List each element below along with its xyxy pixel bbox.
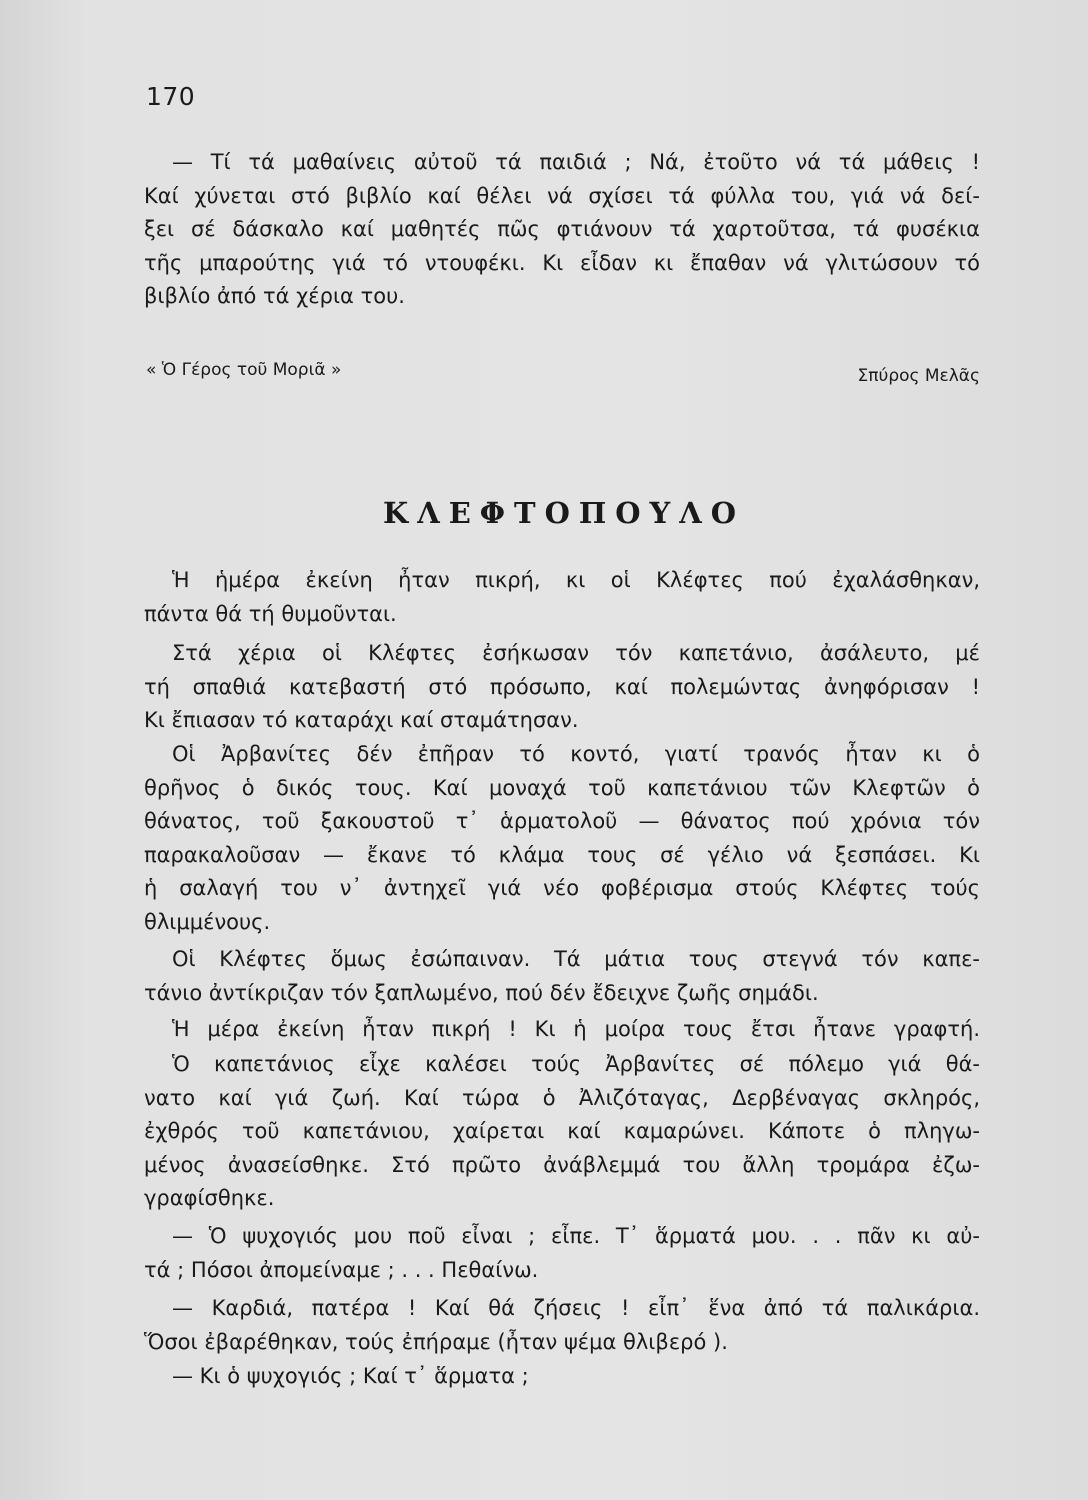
paragraph — [144, 1292, 980, 1359]
text-line: θλιμμένους. — [144, 909, 271, 934]
text-line: παρακαλοῦσαν — ἔκανε τό κλάμα τους σέ γέλιο νά ξεσπάσει. Κι — [144, 842, 980, 867]
text-line: Οἱ Ἀρβανίτες δέν ἐπῆραν τό κοντό, γιατί τρανός ἦταν κι ὁ — [172, 742, 980, 766]
text-line: βιβλίο ἀπό τά χέρια του. — [144, 284, 405, 308]
text-line: πάντα θά τή θυμοῦνται. — [144, 601, 397, 626]
text-line: Ὅσοι ἐβαρέθηκαν, τούς ἐπήραμε (ἦταν ψέμα θλιβερό ). — [144, 1329, 728, 1354]
text-line: ἡ σαλαγή του ν᾿ ἀντηχεῖ γιά νέο φοβέρισμα στούς Κλέφτες τούς — [144, 876, 980, 900]
paragraph — [144, 1220, 980, 1287]
text-line: — Ὁ ψυχογιός μου ποῦ εἶναι ; εἶπε. Τ᾿ ἅρματά μου. . . πᾶν κι αὐ- — [172, 1224, 980, 1248]
paragraph — [144, 1048, 980, 1216]
text-line: τῆς μπαρούτης γιά τό ντουφέκι. Κι εἶδαν κι ἔπαθαν νά γλιτώσουν τό — [144, 250, 980, 275]
paragraph — [144, 637, 980, 738]
paragraph-opening — [144, 146, 980, 314]
text-line: νατο καί γιά ζωή. Καί τώρα ὁ Ἀλιζόταγας, Δερβέναγας σκληρός, — [144, 1085, 980, 1110]
text-line: Καί χύνεται στό βιβλίο καί θέλει νά σχίσει τά φύλλα του, γιά νά δεί- — [144, 183, 980, 208]
author-name: Σπύρος Μελᾶς — [857, 366, 980, 386]
text-line: τά ; Πόσοι ἀπομείναμε ; . . . Πεθαίνω. — [144, 1257, 539, 1282]
text-line: τή σπαθιά κατεβαστή στό πρόσωπο, καί πολεμώντας ἀνηφόρισαν ! — [144, 674, 980, 699]
text-line: — Καρδιά, πατέρα ! Καί θά ζήσεις ! εἶπ᾿ ἕνα ἀπό τά παλικάρια. — [172, 1296, 980, 1320]
text-line: θρῆνος ὁ δικός τους. Καί μοναχά τοῦ καπετάνιου τῶν Κλεφτῶν ὁ — [144, 775, 980, 800]
text-line: ξει σέ δάσκαλο καί μαθητές πῶς φτιάνουν τά χαρτοῦτσα, τά φυσέκια — [144, 217, 980, 241]
paragraph — [144, 1360, 980, 1394]
text-line: θάνατος, τοῦ ξακουστοῦ τ᾿ ἁρματολοῦ — θάνατος πού χρόνια τόν — [144, 809, 980, 833]
source-title: « Ὁ Γέρος τοῦ Μοριᾶ » — [146, 360, 342, 380]
paragraph — [144, 564, 980, 631]
text-line: — Τί τά μαθαίνεις αὐτοῦ τά παιδιά ; Νά, ἐτοῦτο νά τά μάθεις ! — [172, 150, 980, 174]
text-line: Κι ἔπιασαν τό καταράχι καί σταμάτησαν. — [144, 708, 579, 732]
section-title: ΚΛΕΦΤΟΠΟΥΛΟ — [382, 496, 746, 530]
text-line: Ἡ μέρα ἐκείνη ἦταν πικρή ! Κι ἡ μοίρα τους ἔτσι ἦτανε γραφτή. — [172, 1017, 980, 1041]
text-line: — Κι ὁ ψυχογιός ; Καί τ᾿ ἅρματα ; — [172, 1364, 529, 1388]
page-number: 170 — [146, 82, 196, 111]
text-line: γραφίσθηκε. — [144, 1186, 275, 1210]
text-line: Ὁ καπετάνιος εἶχε καλέσει τούς Ἀρβανίτες σέ πόλεμο γιά θά- — [172, 1052, 980, 1076]
text-line: τάνιο ἀντίκριζαν τόν ξαπλωμένο, πού δέν ἔδειχνε ζωῆς σημάδι. — [144, 980, 819, 1005]
text-line: ἐχθρός τοῦ καπετάνιου, χαίρεται καί καμαρώνει. Κάποτε ὁ πληγω- — [144, 1119, 980, 1143]
text-line: μένος ἀνασείσθηκε. Στό πρῶτο ἀνάβλεμμά του ἄλλη τρομάρα ἐζω- — [144, 1152, 980, 1177]
text-line: Οἱ Κλέφτες ὅμως ἐσώπαιναν. Τά μάτια τους στεγνά τόν καπε- — [172, 947, 980, 971]
paragraph — [144, 738, 980, 939]
text-line: Ἡ ἡμέρα ἐκείνη ἦταν πικρή, κι οἱ Κλέφτες πού ἐχαλάσθηκαν, — [172, 568, 980, 592]
paragraph — [144, 1013, 980, 1047]
text-line: Στά χέρια οἱ Κλέφτες ἐσήκωσαν τόν καπετάνιο, ἀσάλευτο, μέ — [172, 641, 980, 665]
paragraph — [144, 943, 980, 1010]
